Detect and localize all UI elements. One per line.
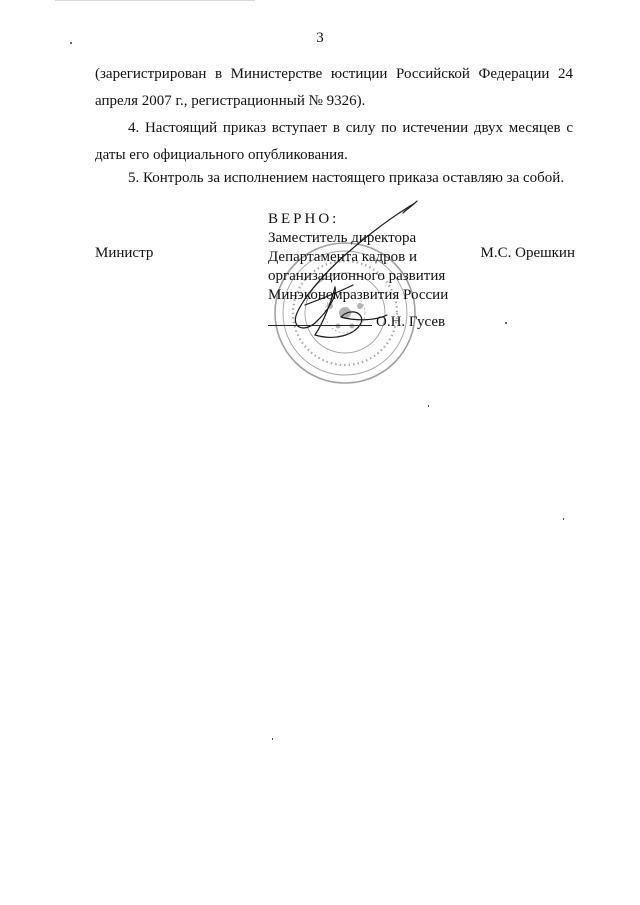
scan-speck [272, 738, 273, 740]
paragraph-item-4: 4. Настоящий приказ вступает в силу по истечении двух месяцев с даты его официального опубликования. [95, 120, 573, 163]
signatory-name: М.С. Орешкин [480, 245, 575, 261]
signature-rule [268, 325, 372, 326]
certification-block [268, 210, 448, 305]
paragraph-item-5: 5. Контроль за исполнением настоящего приказа оставляю за собой. [128, 170, 565, 186]
certification-signature-line [268, 314, 446, 331]
signatory-role: Министр [95, 245, 154, 261]
scan-edge-line [55, 0, 255, 1]
scan-speck [563, 518, 564, 520]
certification-line: организационного развития [268, 268, 446, 284]
scan-speck [70, 42, 72, 44]
scan-speck [505, 322, 507, 324]
certification-line: Заместитель директора [268, 230, 417, 246]
scan-speck [428, 405, 429, 407]
certification-signer-name: О.Н. Гусев [376, 314, 446, 330]
page-number: 3 [316, 30, 324, 46]
paragraph-registration-note: (зарегистрирован в Министерстве юстиции Российской Федерации 24 апреля 2007 г., регистрационный № 9326). [95, 66, 573, 109]
certification-heading: ВЕРНО: [268, 211, 340, 227]
certification-line: Минэкономразвития России [268, 287, 449, 303]
certification-line: Департамента кадров и [268, 249, 417, 265]
